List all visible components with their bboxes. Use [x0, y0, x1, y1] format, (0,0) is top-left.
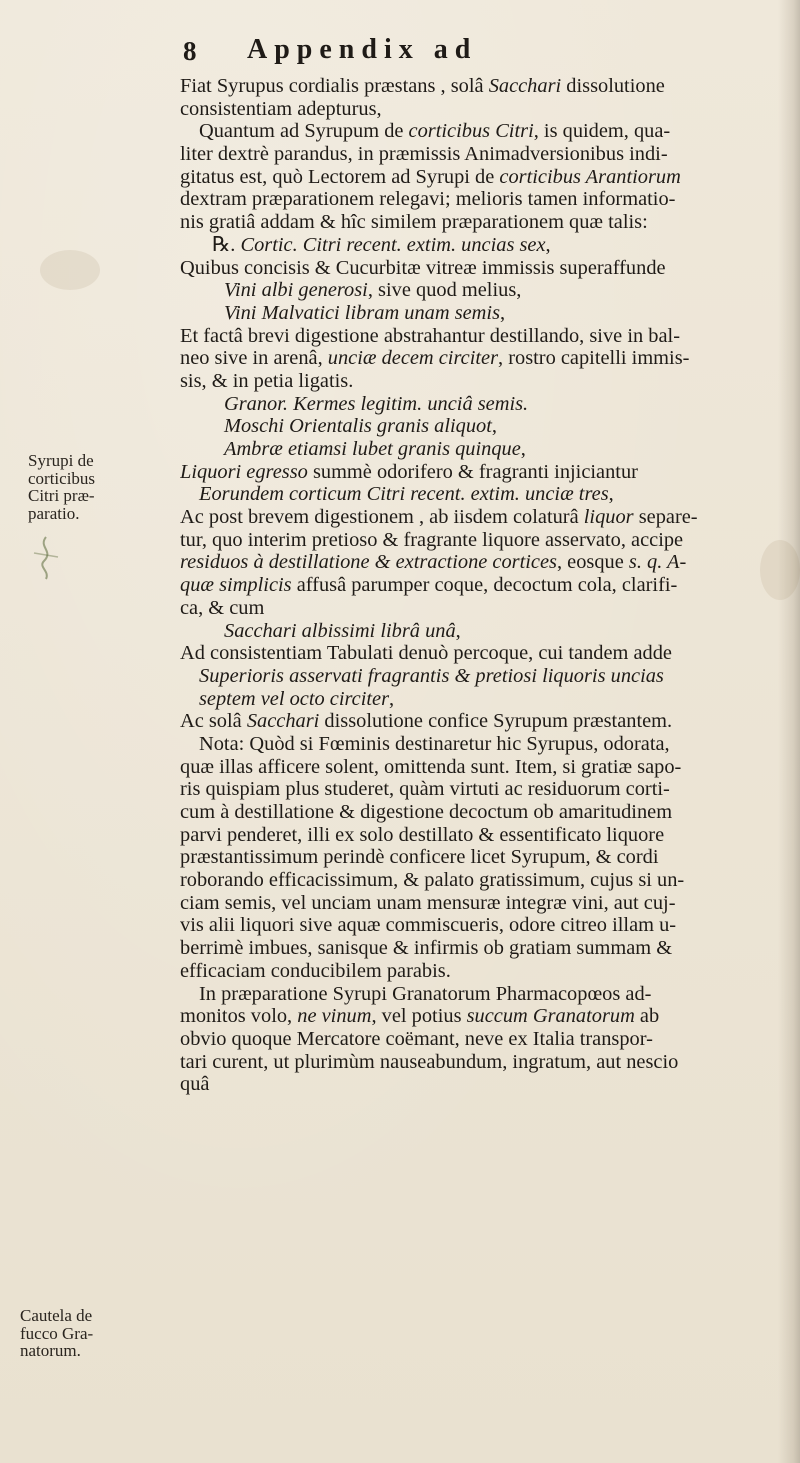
text-line [180, 234, 780, 257]
text-line [180, 98, 780, 121]
text-run: ca, & cum [180, 596, 265, 619]
paper-stain [40, 250, 100, 290]
text-run: , [500, 301, 506, 324]
text-line [180, 1051, 780, 1074]
text-run: dissolutione [561, 75, 665, 97]
text-run: monitos volo, [180, 1005, 298, 1028]
text-run: In præparatione Syrupi Granatorum Pharmacopœos ad- [199, 982, 652, 1005]
page-edge-shadow [778, 0, 800, 1463]
text-run: quâ [180, 1073, 210, 1096]
text-run: vis alii liquori sive aquæ commiscueris, odore citreo illam u- [180, 914, 677, 937]
margin-note-line: corticibus [28, 468, 96, 488]
text-line [180, 710, 780, 733]
text-run: liter dextrè parandus, in præmissis Animadversionibus indi- [180, 143, 668, 166]
text-line [180, 166, 780, 189]
text-run: tari curent, ut plurimùm nauseabundum, ingratum, aut nescio [180, 1050, 679, 1073]
text-line [180, 257, 780, 280]
main-text-block [180, 75, 780, 1096]
text-run: efficaciam conducibilem parabis. [180, 959, 451, 982]
italic-text-run: liquor [583, 506, 634, 529]
italic-text-run: Liquori egresso [180, 460, 308, 483]
text-line [180, 620, 780, 643]
text-line [180, 483, 780, 506]
text-line [180, 688, 780, 711]
italic-text-run: Superioris asservati fragrantis & pretiosi liquoris uncias [199, 664, 664, 687]
margin-note-line: Syrupi de [28, 451, 94, 470]
text-run: cum à destillatione & digestione decoctum ob amaritudinem [180, 801, 673, 823]
italic-text-run: Eorundem corticum Citri recent. extim. unciæ tres [199, 483, 609, 506]
text-line [180, 506, 780, 529]
text-run: , [455, 619, 461, 642]
text-line [180, 211, 780, 234]
text-line [180, 461, 780, 484]
text-line [180, 347, 780, 370]
text-line [180, 302, 780, 325]
text-run: nis gratiâ addam & hîc similem præparationem quæ talis: [180, 211, 648, 234]
italic-text-run: septem vel octo circiter [199, 687, 390, 710]
text-run: consistentiam adepturus, [180, 97, 382, 120]
text-run: separe- [633, 506, 698, 529]
text-run: ℞. [212, 233, 241, 256]
text-run: Ad consistentiam Tabulati denuò percoque, cui tandem adde [180, 642, 672, 665]
text-run: , [545, 233, 551, 256]
text-line [180, 960, 780, 983]
text-run: præstantissimum perindè conficere licet Syrupum, & cordi [180, 846, 659, 869]
text-run: , [389, 687, 395, 710]
text-run: gitatus est, quò Lectorem ad Syrupi de [180, 165, 500, 188]
text-run: Quantum ad Syrupum de [199, 120, 409, 143]
text-line [180, 529, 780, 552]
text-line [180, 665, 780, 688]
italic-text-run: residuos à destillatione & extractione cortices [180, 551, 557, 574]
italic-text-run: Sacchari [488, 75, 562, 97]
text-run: , [520, 438, 526, 460]
margin-note-line: paratio. [28, 503, 80, 523]
text-line [180, 370, 780, 393]
text-run: Et factâ brevi digestione abstrahantur destillando, sive in bal- [180, 324, 680, 347]
text-line [180, 1028, 780, 1051]
text-line [180, 869, 780, 892]
page-number: 8 [183, 36, 197, 66]
margin-note-line: natorum. [20, 1341, 81, 1360]
text-run: , sive quod melius, [367, 279, 522, 302]
text-line [180, 415, 780, 438]
text-line [180, 756, 780, 779]
italic-text-run: s. q. A- [628, 551, 687, 574]
text-run: Nota: Quòd si Fœminis destinaretur hic Syrupus, odorata, [199, 732, 670, 755]
text-line [180, 846, 780, 869]
text-line [180, 914, 780, 937]
italic-text-run: Cortic. Citri recent. extim. uncias sex [240, 233, 546, 256]
text-line [180, 120, 780, 143]
text-run: obvio quoque Mercatore coëmant, neve ex Italia transpor- [180, 1027, 653, 1050]
text-run: , eosque [556, 551, 629, 574]
italic-text-run: Vini albi generosi [224, 279, 368, 302]
text-line [180, 438, 780, 461]
text-run: affusâ parumper coque, decoctum cola, clarifi- [291, 574, 678, 597]
page-header [183, 34, 743, 72]
text-run: , [608, 483, 614, 506]
text-line [180, 279, 780, 302]
text-run: quæ illas afficere solent, omittenda sunt. Item, si gratiæ sapo- [180, 755, 682, 778]
text-line [180, 597, 780, 620]
italic-text-run: quæ simplicis [180, 574, 292, 597]
text-line [180, 1073, 780, 1096]
text-run: roborando efficacissimum, & palato gratissimum, cujus si un- [180, 869, 685, 892]
italic-text-run: Moschi Orientalis granis aliquot [224, 415, 492, 438]
text-run: ris quispiam plus studeret, quàm virtuti ac residuorum corti- [180, 778, 670, 801]
text-run: tur, quo interim pretioso & fragrante liquore asservato, accipe [180, 528, 684, 551]
text-run: parvi penderet, illi ex solo destillato & essentificato liquore [180, 823, 665, 846]
margin-note-line: Citri præ- [28, 486, 95, 505]
italic-text-run: Granor. Kermes legitim. unciâ semis. [224, 392, 529, 415]
text-line [180, 551, 780, 574]
text-line [180, 892, 780, 915]
text-run: ciam semis, vel unciam unam mensuræ integræ vini, aut cuj- [180, 891, 676, 914]
italic-text-run: corticibus Citri [408, 120, 534, 143]
text-line [180, 143, 780, 166]
margin-note-line: Cautela de [20, 1306, 93, 1325]
text-run: , [491, 415, 498, 438]
italic-text-run: corticibus Arantiorum [499, 165, 681, 188]
text-line [180, 393, 780, 416]
text-run: summè odorifero & fragranti injiciantur [307, 460, 638, 483]
text-line [180, 937, 780, 960]
margin-note-syrupi [28, 452, 95, 522]
text-run: berrimè imbues, sanisque & infirmis ob gratiam summam & [180, 937, 673, 960]
text-run: Ac solâ [180, 710, 247, 733]
italic-text-run: unciæ decem circiter [327, 347, 499, 370]
text-line [180, 642, 780, 665]
text-run: , is quidem, qua- [533, 120, 671, 143]
text-run: neo sive in arenâ, [180, 347, 328, 370]
italic-text-run: Ambræ etiamsi lubet granis quinque [224, 438, 521, 460]
text-run: , vel potius [371, 1005, 467, 1028]
italic-text-run: Sacchari albissimi librâ unâ [224, 619, 456, 642]
text-run: dissolutione confice Syrupum præstantem. [319, 710, 673, 733]
ink-flourish-icon [28, 533, 64, 581]
text-line [180, 574, 780, 597]
margin-note-cautela [20, 1307, 93, 1360]
margin-note-line: fucco Gra- [20, 1323, 94, 1343]
italic-text-run: Sacchari [246, 710, 320, 733]
text-line [180, 983, 780, 1006]
text-run: ab [634, 1005, 660, 1028]
italic-text-run: Vini Malvatici libram unam semis [224, 301, 500, 324]
running-title: Appendix ad [247, 34, 478, 65]
text-line [180, 824, 780, 847]
text-line [180, 188, 780, 211]
text-line [180, 801, 780, 824]
text-line [180, 778, 780, 801]
text-run: dextram præparationem relegavi; melioris tamen informatio- [180, 188, 676, 211]
text-line [180, 1005, 780, 1028]
text-line [180, 75, 780, 98]
italic-text-run: ne vinum [297, 1005, 372, 1028]
text-run: Quibus concisis & Cucurbitæ vitreæ immissis superaffunde [180, 256, 666, 279]
text-run: Fiat Syrupus cordialis præstans , solâ [180, 75, 489, 97]
italic-text-run: succum Granatorum [466, 1005, 635, 1028]
text-line [180, 325, 780, 348]
text-run: , rostro capitelli immis- [498, 347, 690, 370]
text-run: Ac post brevem digestionem , ab iisdem colaturâ [180, 506, 584, 529]
text-run: sis, & in petia ligatis. [180, 369, 354, 392]
text-line [180, 733, 780, 756]
